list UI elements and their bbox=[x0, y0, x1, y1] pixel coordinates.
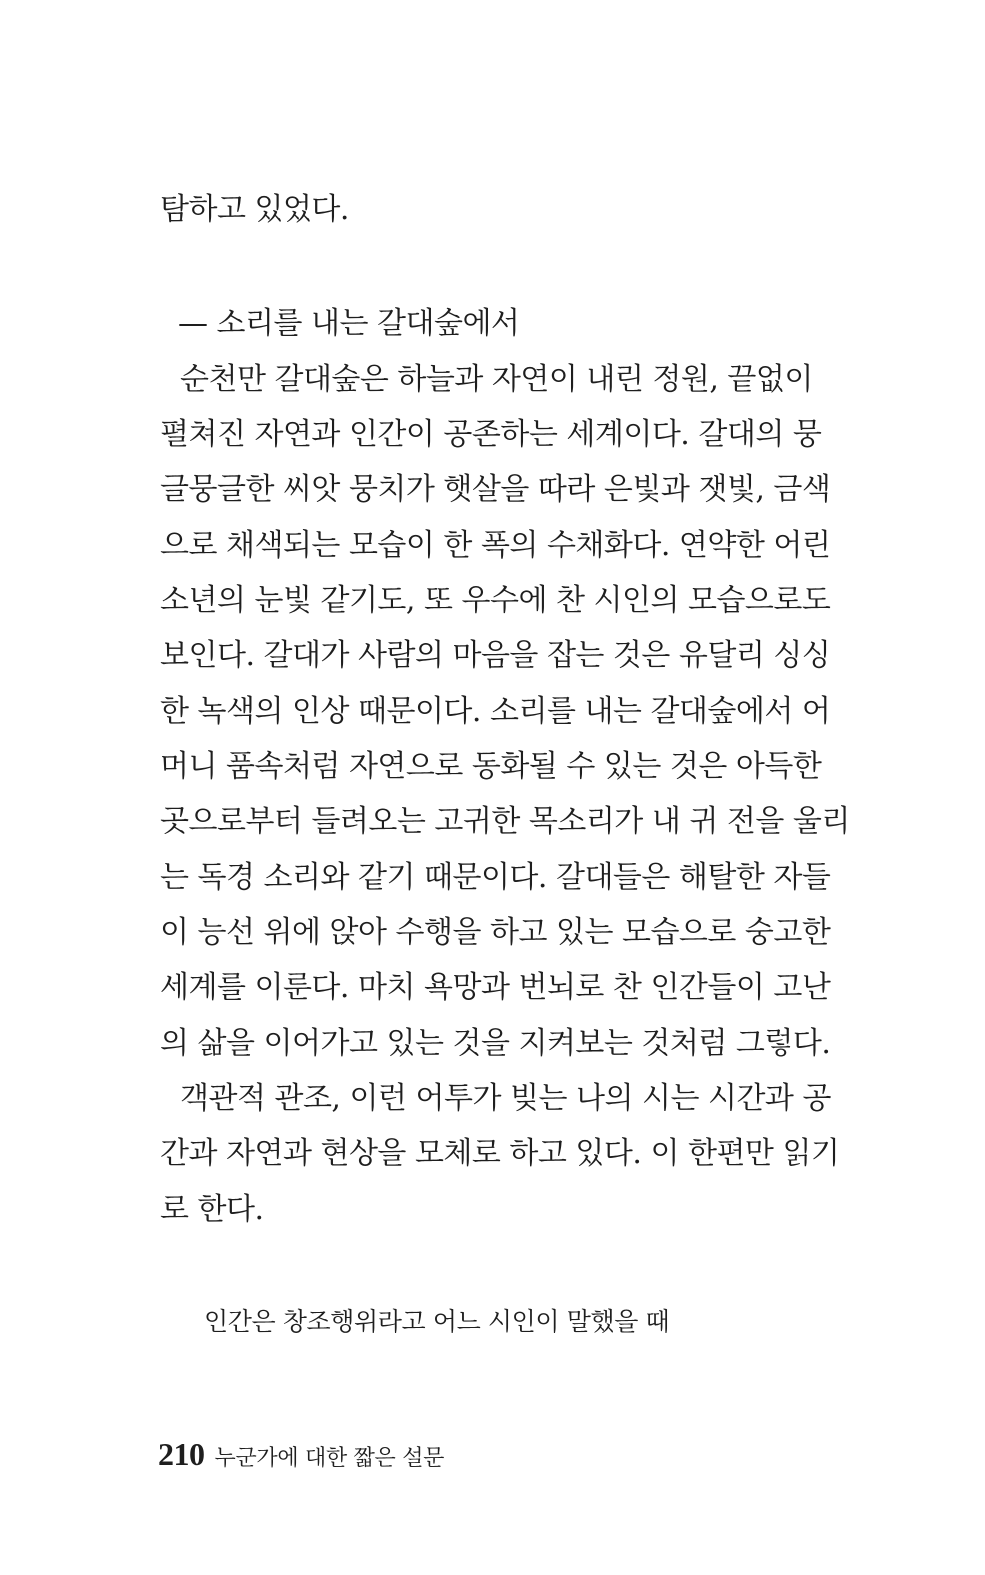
body-line: 펼쳐진 자연과 인간이 공존하는 세계이다. 갈대의 뭉 bbox=[160, 417, 822, 452]
body-line: 소년의 눈빛 같기도, 또 우수에 찬 시인의 모습으로도 bbox=[160, 583, 831, 618]
book-title: 누군가에 대한 짧은 설문 bbox=[214, 1446, 445, 1471]
body-line: 간과 자연과 현상을 모체로 하고 있다. 이 한편만 읽기 bbox=[160, 1136, 840, 1171]
body-line: 세계를 이룬다. 마치 욕망과 번뇌로 찬 인간들이 고난 bbox=[160, 970, 831, 1005]
body-line: 글뭉글한 씨앗 뭉치가 햇살을 따라 은빛과 잿빛, 금색 bbox=[160, 472, 831, 507]
page-number: 210 bbox=[158, 1436, 205, 1472]
page-footer bbox=[158, 1436, 444, 1476]
body-line: 머니 품속처럼 자연으로 동화될 수 있는 것은 아득한 bbox=[160, 749, 822, 784]
body-line: 보인다. 갈대가 사람의 마음을 잡는 것은 유달리 싱싱 bbox=[160, 638, 831, 673]
body-line: 객관적 관조, 이런 어투가 빚는 나의 시는 시간과 공 bbox=[180, 1081, 831, 1116]
body-line: 순천만 갈대숲은 하늘과 자연이 내린 정원, 끝없이 bbox=[180, 362, 813, 397]
quote-line: 인간은 창조행위라고 어느 시인이 말했을 때 bbox=[204, 1307, 670, 1336]
section-title: — 소리를 내는 갈대숲에서 bbox=[178, 306, 520, 341]
body-line: 이 능선 위에 앉아 수행을 하고 있는 모습으로 숭고한 bbox=[160, 915, 831, 950]
body-line: 는 독경 소리와 같기 때문이다. 갈대들은 해탈한 자들 bbox=[160, 860, 831, 895]
body-line: 곳으로부터 들려오는 고귀한 목소리가 내 귀 전을 울리 bbox=[160, 804, 850, 839]
body-line: 의 삶을 이어가고 있는 것을 지켜보는 것처럼 그렇다. bbox=[160, 1026, 831, 1061]
body-line: 로 한다. bbox=[160, 1192, 264, 1227]
body-line: 한 녹색의 인상 때문이다. 소리를 내는 갈대숲에서 어 bbox=[160, 694, 831, 729]
body-line: 탐하고 있었다. bbox=[160, 192, 349, 227]
body-line: 으로 채색되는 모습이 한 폭의 수채화다. 연약한 어린 bbox=[160, 528, 831, 563]
